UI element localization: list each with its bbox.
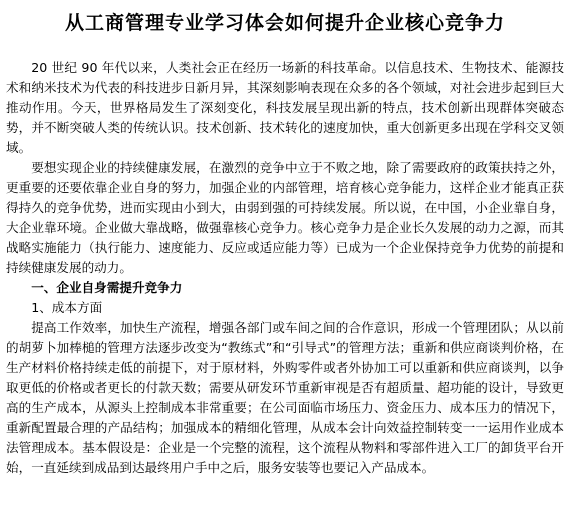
body-paragraph: 要想实现企业的持续健康发展，在激烈的竞争中立于不败之地，除了需要政府的政策扶持之外，更重要的还要依靠企业自身的努力，加强企业的内部管理，培育核心竞争能力，这样企业才能真正获得持久的竞争优势，进而实现由小到大，由弱到强的可持续发展。所以说，在中国，小企业靠自身，大企业靠环境。企业做大靠战略，做强靠核心竞争力。核心竞争力是企业长久发展的动力之源，而其战略实施能力（执行能力、速度能力、反应或适应能力等）已成为一个企业保持竞争力优势的前提和持续健康发展的动力。 [6,160,564,275]
section-paragraph: 提高工作效率，加快生产流程，增强各部门或车间之间的合作意识，形成一个管理团队；从以前的胡萝卜加棒槌的管理方法逐步改变为“教练式”和“引导式”的管理方法；重新和供应商谈判价格，在生产材料价格持续走低的前提下，对于原材料，外购零件或者外协加工可以重新和供应商谈判，以争取更低的价格或者更长的付款天数；需要从研发环节重新审视是否有超质量、超功能的设计，导致更高的生产成本，从源头上控制成本非常重要；在公司面临市场压力、资金压力、成本压力的情况下，重新配置最合理的产品结构；加强成本的精细化管理，从成本会计向效益控制转变一一运用作业成本法管理成本。基本假设是：企业是一个完整的流程，这个流程从物料和零部件进入工厂的卸货平台开始，一直延续到成品到达最终用户手中之后，服务安装等也要记入产品成本。 [6,320,564,475]
subsection-heading: 1、成本方面 [31,300,103,315]
intro-paragraph: 20 世纪 90 年代以来，人类社会正在经历一场新的科技革命。以信息技术、生物技术、能源技术和纳米技术为代表的科技进步日新月异，其深刻影响表现在众多的各个领域，对社会进步起到巨大推动作用。今天，世界格局发生了深刻变化，科技发展呈现出新的特点，技术创新出现群体突破态势，并不断突破人类的传统认识。技术创新、技术转化的速度加快，重大创新更多出现在学科交叉领域。 [6,60,564,155]
section-heading: 一、企业自身需提升竞争力 [31,280,183,295]
document-title: 从工商管理专业学习体会如何提升企业核心竞争力 [64,12,505,34]
